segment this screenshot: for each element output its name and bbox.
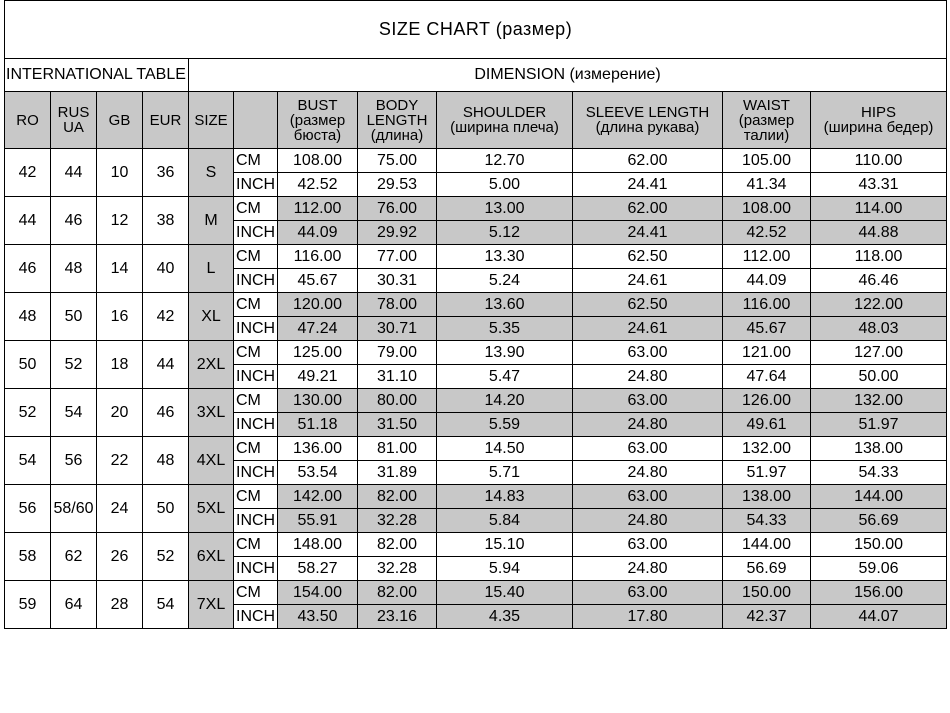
cell-size: 2XL xyxy=(189,341,234,389)
cell-gb: 16 xyxy=(97,293,143,341)
cell-shoulder: 13.00 xyxy=(437,197,573,221)
cell-size: 4XL xyxy=(189,437,234,485)
cell-body: 82.00 xyxy=(358,581,437,605)
cell-body: 32.28 xyxy=(358,557,437,581)
cell-sleeve: 24.80 xyxy=(573,509,723,533)
cell-bust: 49.21 xyxy=(278,365,358,389)
cell-body: 75.00 xyxy=(358,149,437,173)
cell-shoulder: 4.35 xyxy=(437,605,573,629)
cell-body: 78.00 xyxy=(358,293,437,317)
cell-bust: 42.52 xyxy=(278,173,358,197)
cell-waist: 126.00 xyxy=(723,389,811,413)
cell-shoulder: 13.30 xyxy=(437,245,573,269)
cell-hips: 122.00 xyxy=(811,293,947,317)
cell-sleeve: 24.80 xyxy=(573,413,723,437)
cell-shoulder: 13.90 xyxy=(437,341,573,365)
table-row xyxy=(5,437,947,461)
cell-sleeve: 63.00 xyxy=(573,581,723,605)
cell-waist: 49.61 xyxy=(723,413,811,437)
cell-hips: 156.00 xyxy=(811,581,947,605)
cell-gb: 14 xyxy=(97,245,143,293)
cell-waist: 116.00 xyxy=(723,293,811,317)
cell-unit: INCH xyxy=(234,509,278,533)
cell-bust: 53.54 xyxy=(278,461,358,485)
cell-shoulder: 5.12 xyxy=(437,221,573,245)
cell-body: 31.89 xyxy=(358,461,437,485)
cell-unit: CM xyxy=(234,485,278,509)
cell-bust: 108.00 xyxy=(278,149,358,173)
cell-sleeve: 24.61 xyxy=(573,269,723,293)
cell-eur: 36 xyxy=(143,149,189,197)
cell-hips: 44.88 xyxy=(811,221,947,245)
cell-eur: 52 xyxy=(143,533,189,581)
cell-shoulder: 5.47 xyxy=(437,365,573,389)
cell-gb: 24 xyxy=(97,485,143,533)
cell-sleeve: 62.50 xyxy=(573,293,723,317)
cell-hips: 118.00 xyxy=(811,245,947,269)
table-row xyxy=(5,533,947,557)
cell-size: XL xyxy=(189,293,234,341)
cell-hips: 132.00 xyxy=(811,389,947,413)
cell-shoulder: 14.50 xyxy=(437,437,573,461)
cell-shoulder: 5.35 xyxy=(437,317,573,341)
cell-ro: 44 xyxy=(5,197,51,245)
cell-hips: 59.06 xyxy=(811,557,947,581)
cell-eur: 42 xyxy=(143,293,189,341)
cell-waist: 108.00 xyxy=(723,197,811,221)
cell-rus-ua: 58/60 xyxy=(51,485,97,533)
cell-bust: 136.00 xyxy=(278,437,358,461)
cell-hips: 48.03 xyxy=(811,317,947,341)
cell-hips: 114.00 xyxy=(811,197,947,221)
cell-body: 29.92 xyxy=(358,221,437,245)
cell-rus-ua: 56 xyxy=(51,437,97,485)
cell-ro: 42 xyxy=(5,149,51,197)
table-row xyxy=(5,389,947,413)
header-size: SIZE xyxy=(189,92,234,149)
cell-gb: 20 xyxy=(97,389,143,437)
cell-body: 23.16 xyxy=(358,605,437,629)
cell-shoulder: 5.94 xyxy=(437,557,573,581)
cell-ro: 50 xyxy=(5,341,51,389)
cell-shoulder: 14.83 xyxy=(437,485,573,509)
header-waist: WAIST (размер талии) xyxy=(723,92,811,149)
table-row xyxy=(5,245,947,269)
cell-unit: INCH xyxy=(234,413,278,437)
cell-bust: 120.00 xyxy=(278,293,358,317)
cell-body: 29.53 xyxy=(358,173,437,197)
cell-gb: 28 xyxy=(97,581,143,629)
cell-bust: 142.00 xyxy=(278,485,358,509)
cell-sleeve: 24.80 xyxy=(573,461,723,485)
cell-size: S xyxy=(189,149,234,197)
cell-sleeve: 63.00 xyxy=(573,533,723,557)
cell-body: 30.71 xyxy=(358,317,437,341)
cell-size: 5XL xyxy=(189,485,234,533)
dimension-label: DIMENSION (измерение) xyxy=(189,59,947,92)
cell-rus-ua: 62 xyxy=(51,533,97,581)
cell-waist: 56.69 xyxy=(723,557,811,581)
cell-hips: 51.97 xyxy=(811,413,947,437)
cell-waist: 42.52 xyxy=(723,221,811,245)
cell-bust: 148.00 xyxy=(278,533,358,557)
cell-waist: 132.00 xyxy=(723,437,811,461)
cell-body: 31.50 xyxy=(358,413,437,437)
cell-hips: 54.33 xyxy=(811,461,947,485)
header-bust: BUST (размер бюста) xyxy=(278,92,358,149)
cell-hips: 144.00 xyxy=(811,485,947,509)
cell-eur: 40 xyxy=(143,245,189,293)
cell-waist: 44.09 xyxy=(723,269,811,293)
cell-unit: INCH xyxy=(234,605,278,629)
cell-hips: 50.00 xyxy=(811,365,947,389)
size-chart-table xyxy=(4,0,947,629)
header-ro: RO xyxy=(5,92,51,149)
cell-sleeve: 24.80 xyxy=(573,365,723,389)
cell-rus-ua: 46 xyxy=(51,197,97,245)
cell-bust: 43.50 xyxy=(278,605,358,629)
cell-shoulder: 5.84 xyxy=(437,509,573,533)
cell-body: 77.00 xyxy=(358,245,437,269)
cell-unit: CM xyxy=(234,341,278,365)
cell-hips: 46.46 xyxy=(811,269,947,293)
cell-unit: CM xyxy=(234,197,278,221)
cell-bust: 125.00 xyxy=(278,341,358,365)
cell-bust: 112.00 xyxy=(278,197,358,221)
cell-gb: 22 xyxy=(97,437,143,485)
cell-eur: 54 xyxy=(143,581,189,629)
table-row xyxy=(5,341,947,365)
cell-unit: INCH xyxy=(234,269,278,293)
cell-shoulder: 14.20 xyxy=(437,389,573,413)
cell-sleeve: 62.00 xyxy=(573,197,723,221)
cell-unit: INCH xyxy=(234,221,278,245)
cell-unit: INCH xyxy=(234,461,278,485)
cell-sleeve: 63.00 xyxy=(573,389,723,413)
cell-hips: 127.00 xyxy=(811,341,947,365)
cell-ro: 59 xyxy=(5,581,51,629)
cell-unit: INCH xyxy=(234,317,278,341)
cell-waist: 150.00 xyxy=(723,581,811,605)
cell-hips: 150.00 xyxy=(811,533,947,557)
table-row xyxy=(5,581,947,605)
cell-waist: 138.00 xyxy=(723,485,811,509)
cell-unit: CM xyxy=(234,293,278,317)
cell-ro: 58 xyxy=(5,533,51,581)
cell-ro: 48 xyxy=(5,293,51,341)
cell-bust: 116.00 xyxy=(278,245,358,269)
cell-sleeve: 63.00 xyxy=(573,437,723,461)
column-header-row xyxy=(5,92,947,149)
cell-shoulder: 15.40 xyxy=(437,581,573,605)
cell-unit: CM xyxy=(234,149,278,173)
cell-gb: 12 xyxy=(97,197,143,245)
cell-sleeve: 63.00 xyxy=(573,341,723,365)
cell-body: 30.31 xyxy=(358,269,437,293)
cell-bust: 47.24 xyxy=(278,317,358,341)
cell-bust: 51.18 xyxy=(278,413,358,437)
cell-shoulder: 5.24 xyxy=(437,269,573,293)
cell-unit: CM xyxy=(234,245,278,269)
cell-rus-ua: 54 xyxy=(51,389,97,437)
cell-sleeve: 24.41 xyxy=(573,221,723,245)
cell-waist: 121.00 xyxy=(723,341,811,365)
blank-footer xyxy=(0,646,950,713)
cell-unit: CM xyxy=(234,533,278,557)
table-row xyxy=(5,149,947,173)
cell-gb: 18 xyxy=(97,341,143,389)
cell-rus-ua: 50 xyxy=(51,293,97,341)
cell-shoulder: 13.60 xyxy=(437,293,573,317)
cell-sleeve: 24.80 xyxy=(573,557,723,581)
header-body-length: BODY LENGTH (длина) xyxy=(358,92,437,149)
header-rus-ua: RUS UA xyxy=(51,92,97,149)
cell-ro: 52 xyxy=(5,389,51,437)
cell-shoulder: 15.10 xyxy=(437,533,573,557)
cell-hips: 44.07 xyxy=(811,605,947,629)
cell-gb: 10 xyxy=(97,149,143,197)
cell-size: L xyxy=(189,245,234,293)
cell-ro: 54 xyxy=(5,437,51,485)
cell-waist: 47.64 xyxy=(723,365,811,389)
cell-unit: INCH xyxy=(234,365,278,389)
cell-ro: 46 xyxy=(5,245,51,293)
cell-unit: INCH xyxy=(234,557,278,581)
header-unit xyxy=(234,92,278,149)
cell-bust: 154.00 xyxy=(278,581,358,605)
cell-rus-ua: 44 xyxy=(51,149,97,197)
cell-waist: 105.00 xyxy=(723,149,811,173)
cell-size: 6XL xyxy=(189,533,234,581)
cell-unit: CM xyxy=(234,389,278,413)
cell-unit: INCH xyxy=(234,173,278,197)
cell-bust: 45.67 xyxy=(278,269,358,293)
cell-size: 7XL xyxy=(189,581,234,629)
cell-sleeve: 17.80 xyxy=(573,605,723,629)
cell-waist: 54.33 xyxy=(723,509,811,533)
cell-shoulder: 5.00 xyxy=(437,173,573,197)
cell-rus-ua: 52 xyxy=(51,341,97,389)
table-row xyxy=(5,485,947,509)
cell-bust: 55.91 xyxy=(278,509,358,533)
cell-sleeve: 24.61 xyxy=(573,317,723,341)
cell-hips: 43.31 xyxy=(811,173,947,197)
cell-eur: 46 xyxy=(143,389,189,437)
cell-size: 3XL xyxy=(189,389,234,437)
cell-waist: 112.00 xyxy=(723,245,811,269)
cell-body: 76.00 xyxy=(358,197,437,221)
cell-body: 82.00 xyxy=(358,533,437,557)
cell-hips: 138.00 xyxy=(811,437,947,461)
cell-hips: 56.69 xyxy=(811,509,947,533)
cell-rus-ua: 64 xyxy=(51,581,97,629)
cell-rus-ua: 48 xyxy=(51,245,97,293)
chart-title: SIZE CHART (размер) xyxy=(5,1,947,59)
cell-ro: 56 xyxy=(5,485,51,533)
cell-waist: 41.34 xyxy=(723,173,811,197)
cell-sleeve: 24.41 xyxy=(573,173,723,197)
cell-waist: 51.97 xyxy=(723,461,811,485)
table-row xyxy=(5,293,947,317)
cell-unit: CM xyxy=(234,581,278,605)
cell-body: 80.00 xyxy=(358,389,437,413)
header-gb: GB xyxy=(97,92,143,149)
cell-size: M xyxy=(189,197,234,245)
cell-eur: 38 xyxy=(143,197,189,245)
cell-bust: 44.09 xyxy=(278,221,358,245)
cell-shoulder: 5.71 xyxy=(437,461,573,485)
cell-body: 31.10 xyxy=(358,365,437,389)
cell-bust: 58.27 xyxy=(278,557,358,581)
header-eur: EUR xyxy=(143,92,189,149)
header-shoulder: SHOULDER (ширина плеча) xyxy=(437,92,573,149)
cell-waist: 144.00 xyxy=(723,533,811,557)
cell-sleeve: 62.00 xyxy=(573,149,723,173)
cell-shoulder: 5.59 xyxy=(437,413,573,437)
cell-body: 82.00 xyxy=(358,485,437,509)
cell-body: 32.28 xyxy=(358,509,437,533)
cell-gb: 26 xyxy=(97,533,143,581)
cell-sleeve: 62.50 xyxy=(573,245,723,269)
cell-eur: 44 xyxy=(143,341,189,389)
cell-eur: 50 xyxy=(143,485,189,533)
cell-body: 79.00 xyxy=(358,341,437,365)
international-table-label: INTERNATIONAL TABLE xyxy=(5,59,189,92)
cell-shoulder: 12.70 xyxy=(437,149,573,173)
cell-bust: 130.00 xyxy=(278,389,358,413)
header-hips: HIPS (ширина бедер) xyxy=(811,92,947,149)
cell-waist: 45.67 xyxy=(723,317,811,341)
cell-waist: 42.37 xyxy=(723,605,811,629)
cell-hips: 110.00 xyxy=(811,149,947,173)
cell-unit: CM xyxy=(234,437,278,461)
table-row xyxy=(5,197,947,221)
header-sleeve-length: SLEEVE LENGTH (длина рукава) xyxy=(573,92,723,149)
cell-sleeve: 63.00 xyxy=(573,485,723,509)
cell-body: 81.00 xyxy=(358,437,437,461)
cell-eur: 48 xyxy=(143,437,189,485)
